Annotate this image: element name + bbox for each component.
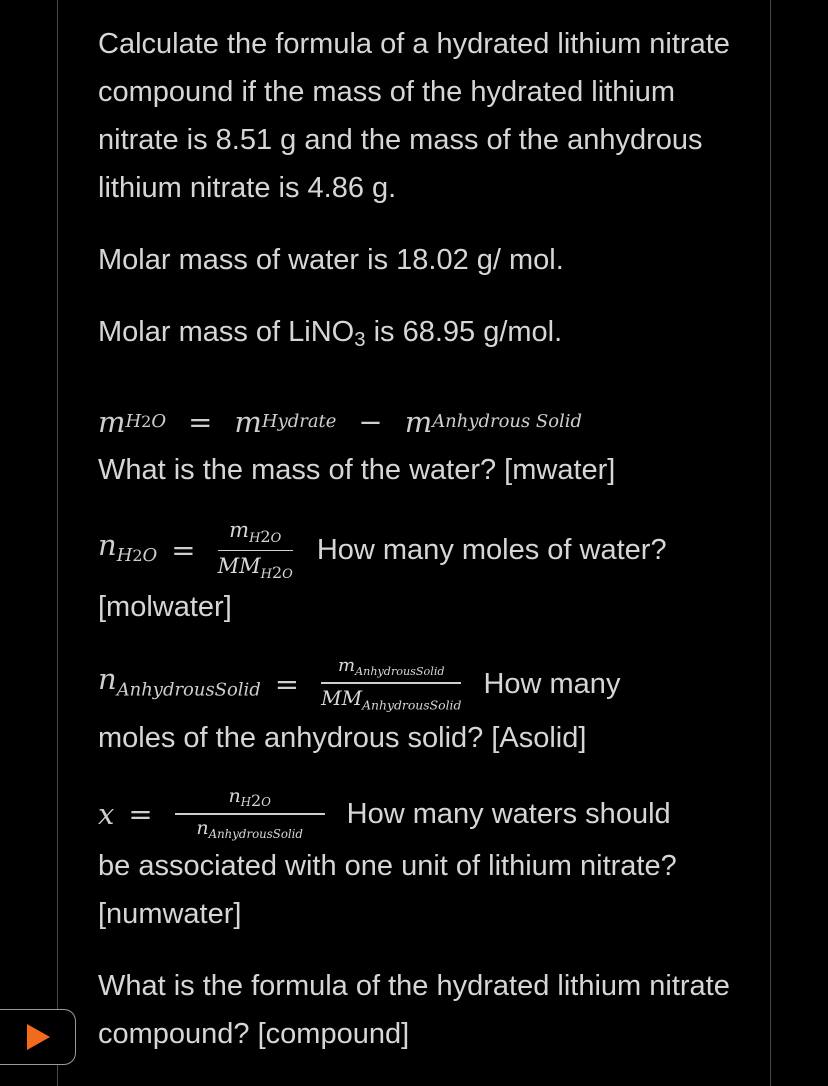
right-border <box>770 0 771 1086</box>
play-button[interactable] <box>0 1009 76 1065</box>
equation-moles-anhydrous: $n_{AnhydrousSolid}$ = $\frac{m_{AnhydrousSolid}}{MM_{AnhydrousSolid}}$ How many <box>98 655 621 712</box>
problem-intro: Calculate the formula of a hydrated lithium nitrate compound if the mass of the hydrated lithium nitrate is 8.51 g and the mass of the anhydrous lithium nitrate is 4.86 g. <box>98 28 730 204</box>
lino3-molar-mass: Molar mass of LiNO3 is 68.95 g/mol. <box>98 316 563 352</box>
question-num-waters: be associated with one unit of lithium nitrate? [numwater] <box>98 849 677 930</box>
question-num-waters-inline: How many waters should <box>346 797 671 830</box>
question-moles-anhydrous: moles of the anhydrous solid? [Asolid] <box>98 721 587 754</box>
question-moles-anhydrous-inline: How many <box>483 668 621 701</box>
fraction-ratio: $\frac{n_{H2O}}{n_{AnhydrousSolid}}$ <box>175 786 325 842</box>
question-moles-water: How many moles of water? <box>316 534 667 567</box>
answer-molwater: [molwater] <box>98 590 232 623</box>
equation-mass-water: m H2O = m Hydrate − m Anhydrous Solid <box>98 405 583 440</box>
play-icon <box>25 1023 51 1051</box>
question-formula: What is the formula of the hydrated lithium nitrate compound? [compound] <box>98 969 730 1050</box>
equation-num-waters: x = $\frac{n_{H2O}}{n_{AnhydrousSolid}}$ How many waters should <box>98 784 671 841</box>
fraction-mass-over-molar-mass: $\frac{m_{H2O}}{MM_{H2O}}$ <box>217 518 293 582</box>
question-content <box>98 20 738 1082</box>
question-mass-water: What is the mass of the water? [mwater] <box>98 454 616 487</box>
fraction-anhydrous: $\frac{m_{AnhydrousSolid}}{MM_{AnhydrousSolid}}$ <box>321 655 462 712</box>
left-border <box>57 0 58 1086</box>
water-molar-mass: Molar mass of water is 18.02 g/ mol. <box>98 244 564 276</box>
equation-moles-water: $n_{H2O}$ = $\frac{m_{H2O}}{MM_{H2O}}$ How many moles of water? <box>98 518 667 582</box>
